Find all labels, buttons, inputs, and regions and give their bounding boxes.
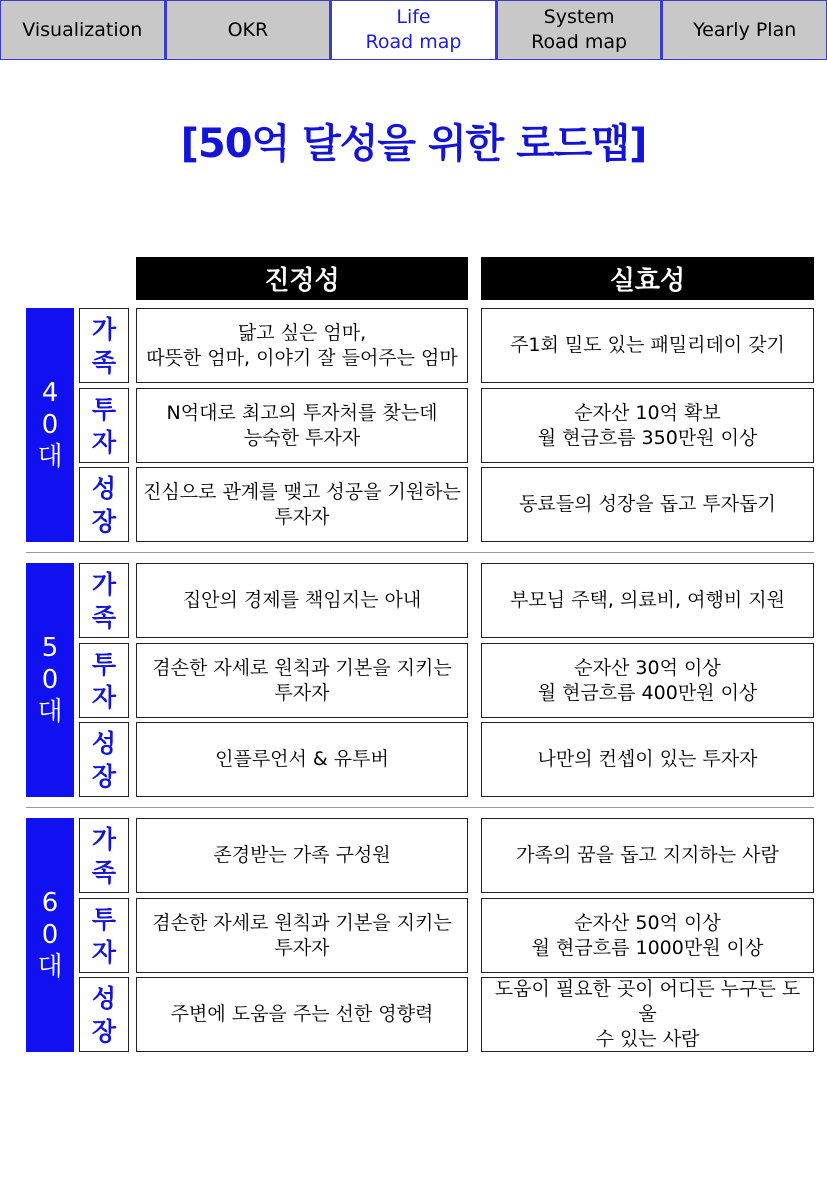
effectiveness-cell: 주1회 밀도 있는 패밀리데이 갖기 (481, 308, 814, 383)
effectiveness-cell: 순자산 50억 이상 월 현금흐름 1000만원 이상 (481, 898, 814, 973)
page-title: [50억 달성을 위한 로드맵] (180, 121, 647, 167)
category-growth: 성 장 (79, 977, 129, 1052)
effectiveness-cell: 순자산 10억 확보 월 현금흐름 350만원 이상 (481, 388, 814, 463)
category-family: 가 족 (79, 563, 129, 638)
tab-yearly-plan[interactable]: Yearly Plan (661, 0, 827, 60)
category-growth: 성 장 (79, 467, 129, 542)
sincerity-cell: 주변에 도움을 주는 선한 영향력 (136, 977, 468, 1052)
column-header-sincerity: 진정성 (136, 257, 468, 300)
category-investment: 투 자 (79, 388, 129, 463)
top-nav-tabs (0, 0, 827, 60)
age-group-60s: 6 0 대 (26, 818, 74, 1052)
sincerity-cell: 존경받는 가족 구성원 (136, 818, 468, 893)
sincerity-cell: 집안의 경제를 책임지는 아내 (136, 563, 468, 638)
sincerity-cell: 진심으로 관계를 맺고 성공을 기원하는 투자자 (136, 467, 468, 542)
column-header-effectiveness: 실효성 (481, 257, 814, 300)
sincerity-cell: 인플루언서 & 유투버 (136, 722, 468, 797)
age-group-40s: 4 0 대 (26, 308, 74, 542)
category-investment: 투 자 (79, 643, 129, 718)
effectiveness-cell: 부모님 주택, 의료비, 여행비 지원 (481, 563, 814, 638)
effectiveness-cell: 순자산 30억 이상 월 현금흐름 400만원 이상 (481, 643, 814, 718)
sincerity-cell: 닮고 싶은 엄마, 따뜻한 엄마, 이야기 잘 들어주는 엄마 (136, 308, 468, 383)
category-family: 가 족 (79, 818, 129, 893)
effectiveness-cell: 동료들의 성장을 돕고 투자돕기 (481, 467, 814, 542)
category-growth: 성 장 (79, 722, 129, 797)
tab-life-road-map[interactable]: Life Road map (330, 0, 496, 60)
effectiveness-cell: 나만의 컨셉이 있는 투자자 (481, 722, 814, 797)
effectiveness-cell: 가족의 꿈을 돕고 지지하는 사람 (481, 818, 814, 893)
sincerity-cell: 겸손한 자세로 원칙과 기본을 지키는 투자자 (136, 643, 468, 718)
sincerity-cell: 겸손한 자세로 원칙과 기본을 지키는 투자자 (136, 898, 468, 973)
tab-okr[interactable]: OKR (165, 0, 331, 60)
category-investment: 투 자 (79, 898, 129, 973)
group-divider (26, 552, 814, 553)
category-family: 가 족 (79, 308, 129, 383)
tab-system-road-map[interactable]: System Road map (496, 0, 662, 60)
effectiveness-cell: 도움이 필요한 곳이 어디든 누구든 도울 수 있는 사람 (481, 977, 814, 1052)
group-divider (26, 807, 814, 808)
sincerity-cell: N억대로 최고의 투자처를 찾는데 능숙한 투자자 (136, 388, 468, 463)
age-group-50s: 5 0 대 (26, 563, 74, 797)
tab-visualization[interactable]: Visualization (0, 0, 165, 60)
